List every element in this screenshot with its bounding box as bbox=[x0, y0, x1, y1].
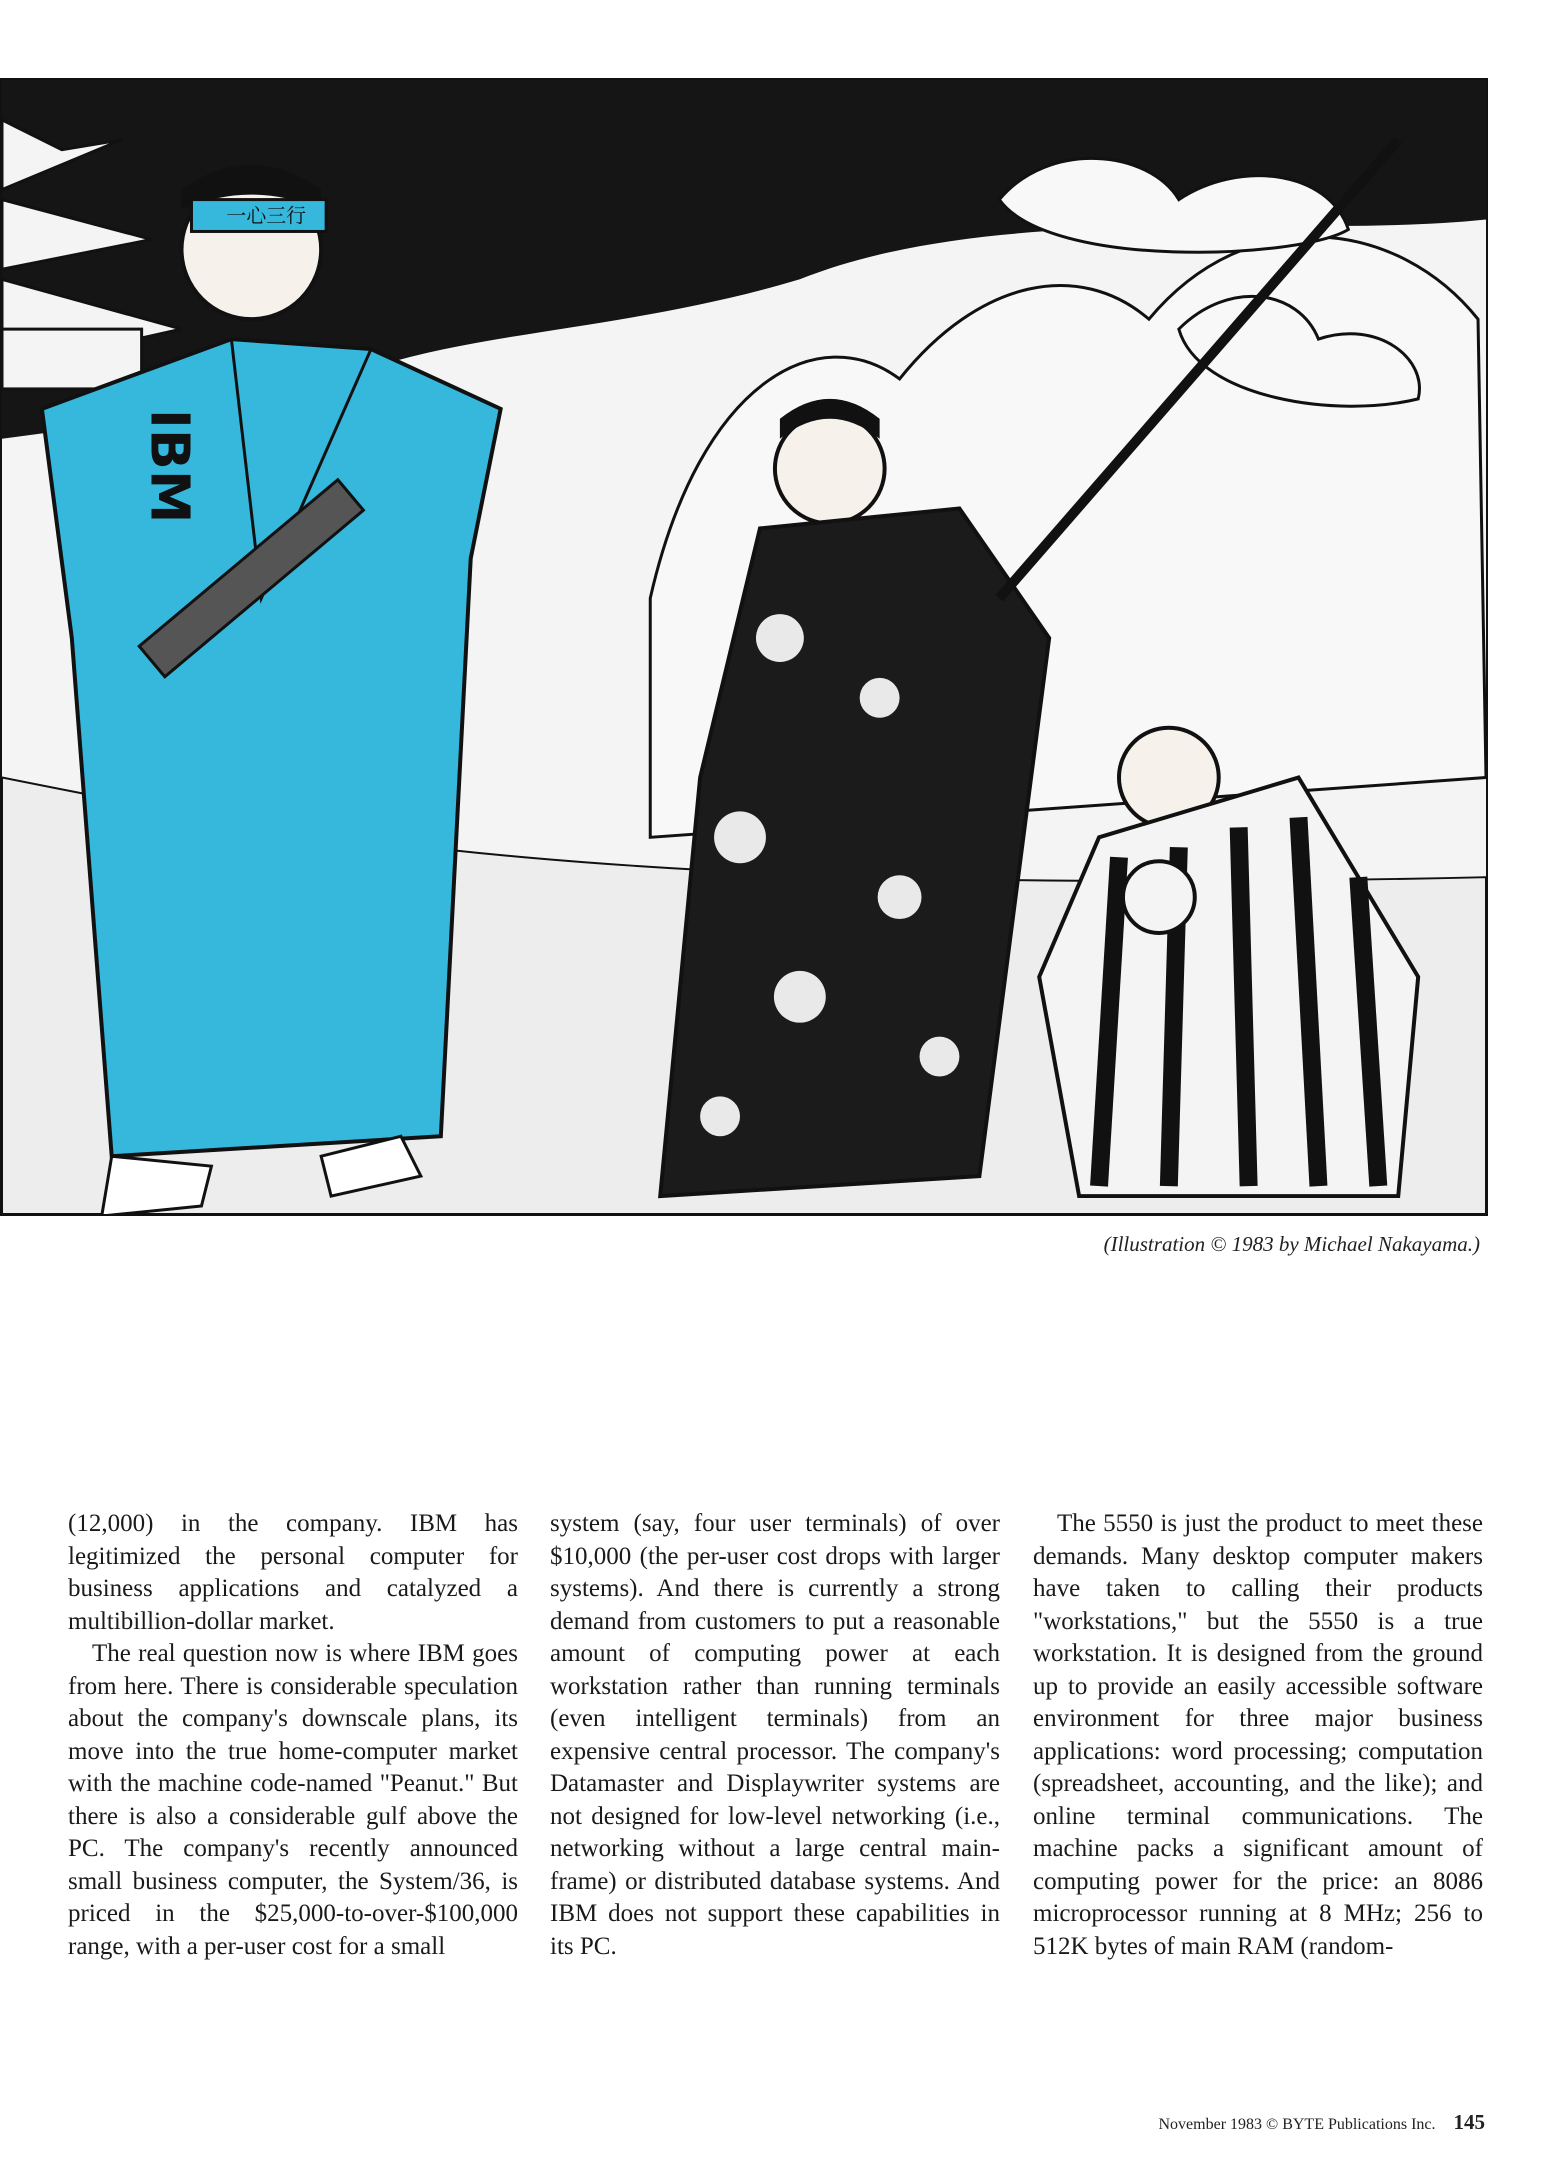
headband-text: 一心三行 bbox=[226, 204, 307, 228]
paragraph: The 5550 is just the product to meet these demands. Many desktop computer makers have taken to calling their products "workstations," but the 5550 is a true workstation. It is designed from the ground up to provide an easily accessible software environment for three major business applications: word processing; computation (spreadsheet, accounting, and the like); and online terminal communications. The machine packs a significant amount of computing power for the price: an 8086 microprocessor running at 8 MHz; 256 to 512K bytes of main RAM (random- bbox=[1033, 1510, 1483, 1960]
text-column-1 bbox=[68, 1508, 518, 1963]
page-footer bbox=[1159, 2110, 1486, 2135]
paragraph: (12,000) in the company. IBM has legitimized the personal computer for business applications and catalyzed a multibillion-dollar market. bbox=[68, 1510, 518, 1635]
illustration-art bbox=[2, 80, 1486, 1214]
illustration-credit: (Illustration © 1983 by Michael Nakayama.) bbox=[1103, 1232, 1480, 1256]
robe-text: IBM bbox=[138, 408, 202, 524]
page-number: 145 bbox=[1453, 2110, 1485, 2134]
samurai-illustration bbox=[0, 78, 1488, 1216]
text-column-3 bbox=[1033, 1508, 1483, 1963]
footer-copyright: November 1983 © BYTE Publications Inc. bbox=[1158, 2116, 1436, 2133]
paragraph: The real question now is where IBM goes from here. There is considerable speculation about the company's downscale plans, its move into the true home-computer market with the machine code-named "Peanut." But there is also a considerable gulf above the PC. The company's recently announced small business computer, the System/36, is priced in the $25,000-to-over-$100,000 range, with a per-user cost for a small bbox=[68, 1640, 518, 1960]
paragraph: system (say, four user terminals) of over $10,000 (the per-user cost drops with larger systems). And there is currently a strong demand from customers to put a reasonable amount of computing power at each workstation rather than running terminals (even intelligent terminals) from an expensive central processor. The company's Datamaster and Displaywriter systems are not designed for low-level networking (i.e., networking without a large central mainframe) or distributed database systems. And IBM does not support these capabilities in its PC. bbox=[550, 1510, 1000, 1960]
text-column-2 bbox=[550, 1508, 1000, 1963]
